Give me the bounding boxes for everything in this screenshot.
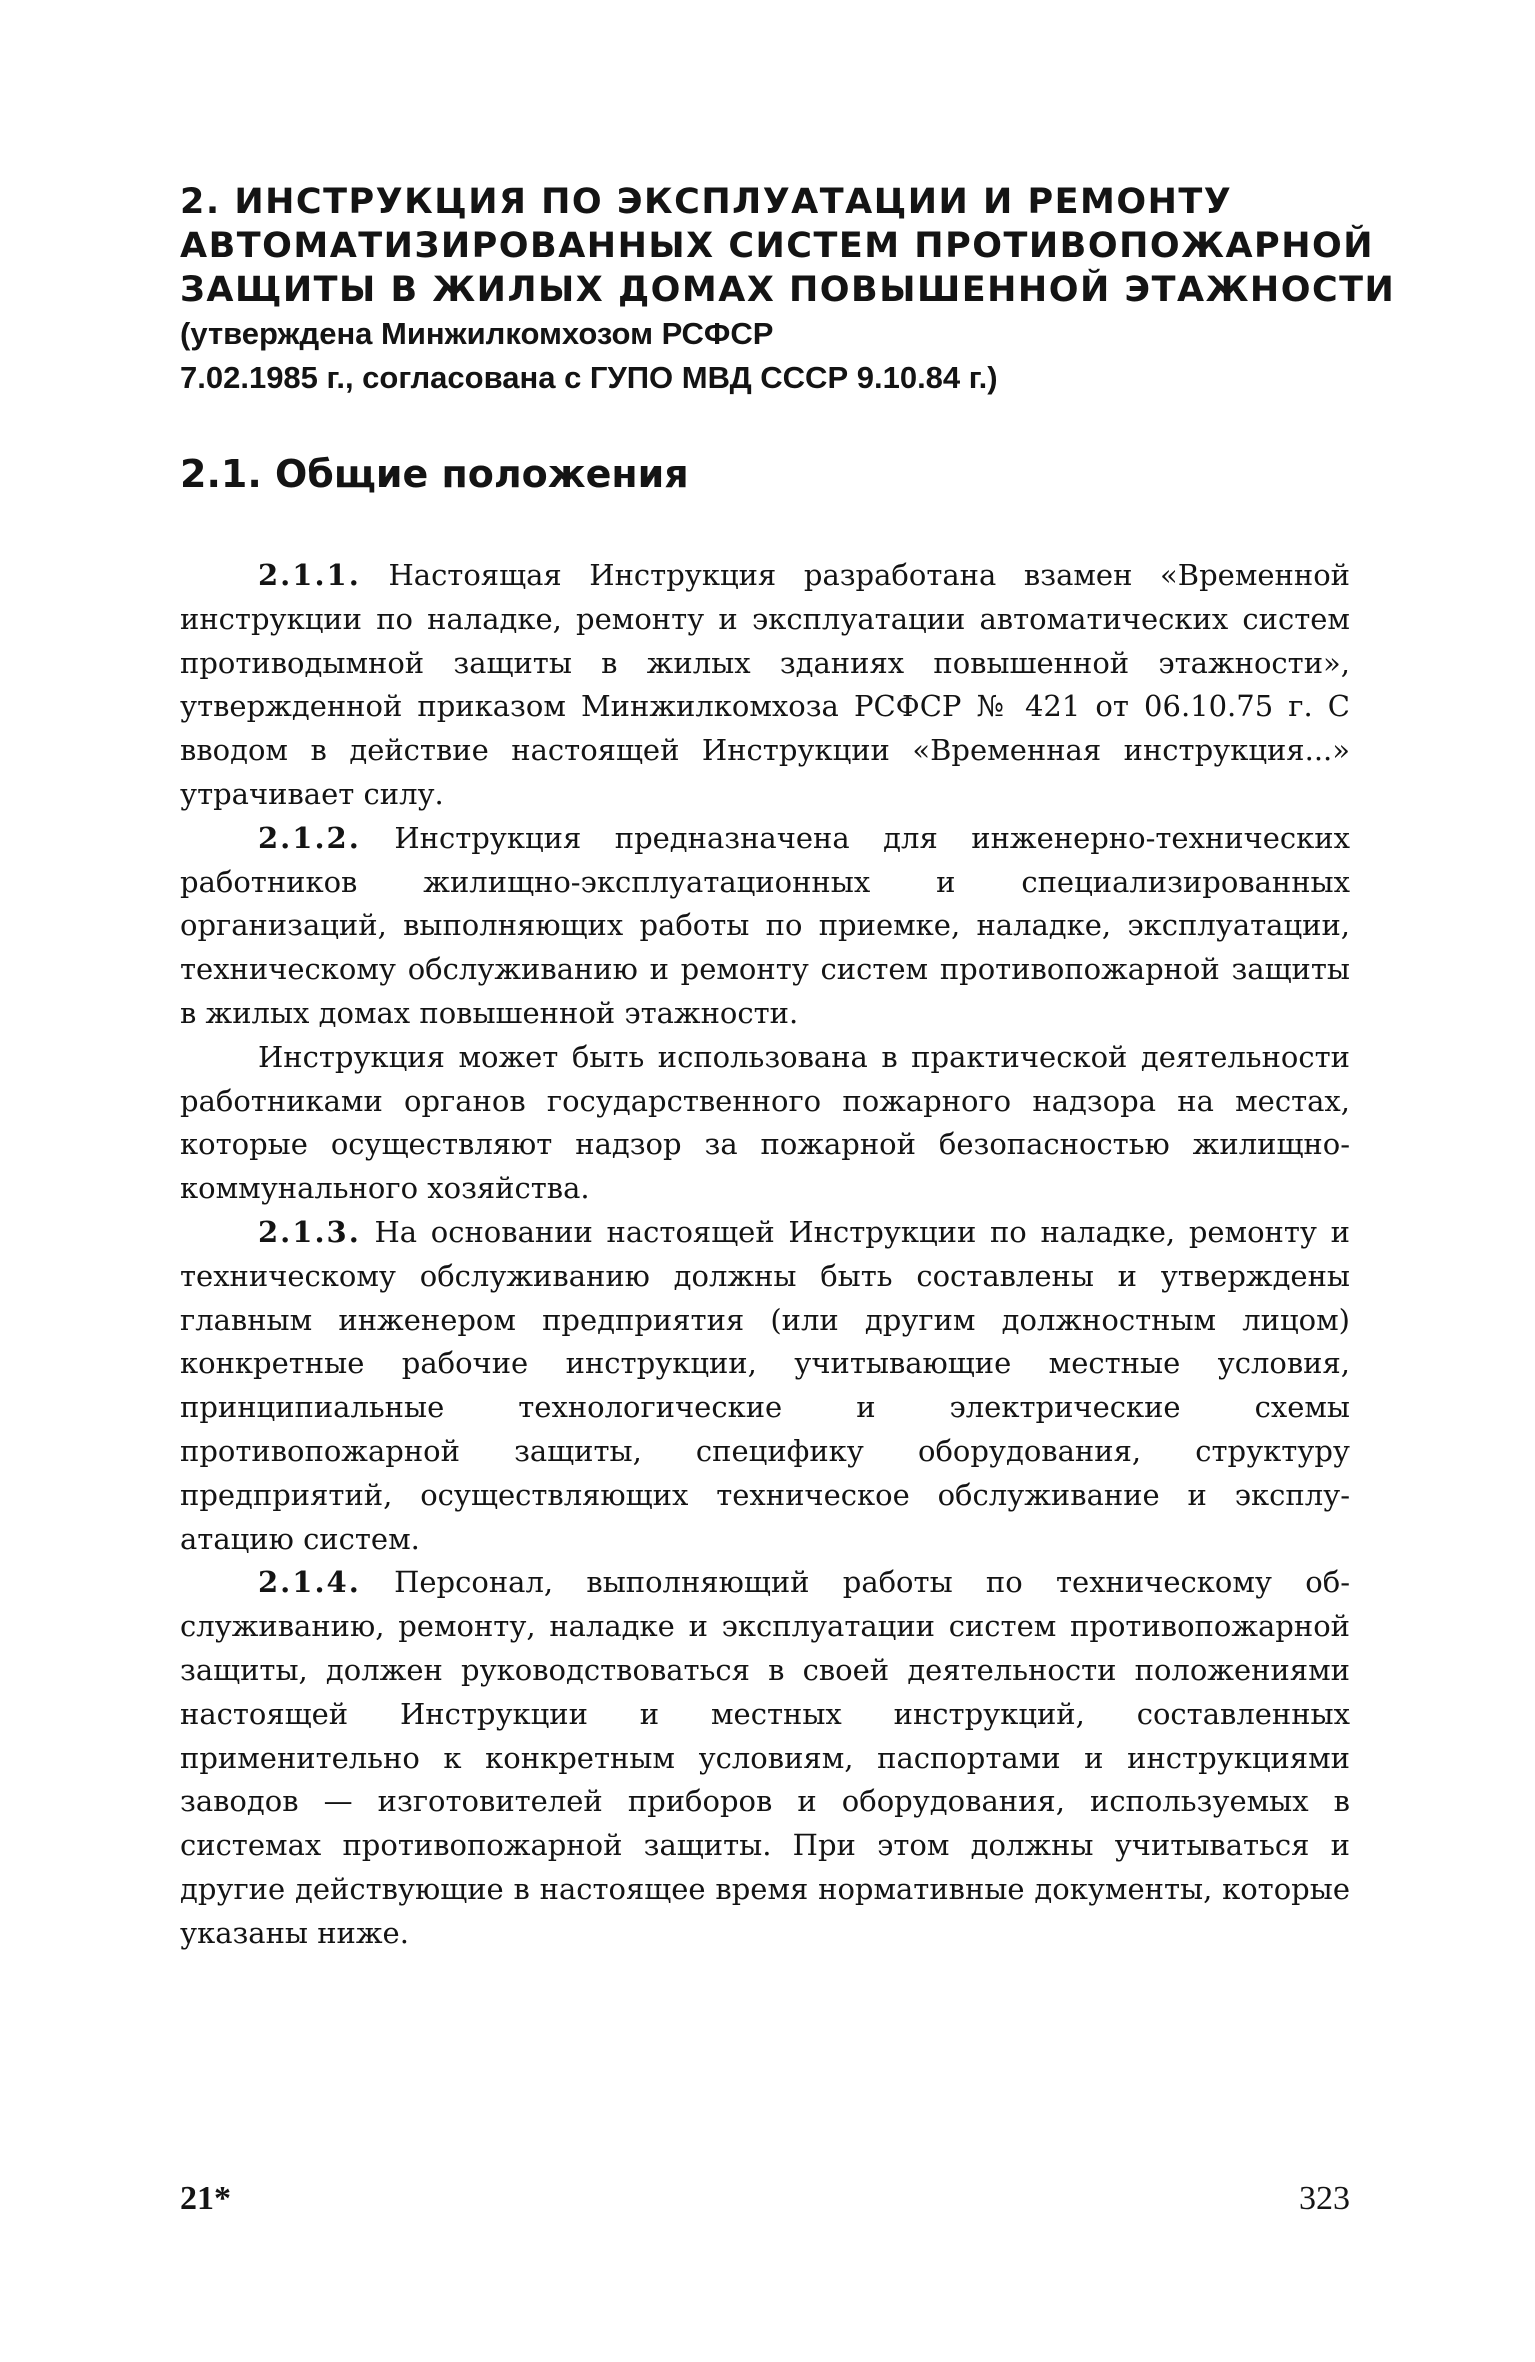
approval-line: (утверждена Минжилкомхозом РСФСР [180, 316, 774, 351]
approval-note [180, 312, 1350, 400]
paragraph-number: 2.1.2. [258, 820, 361, 855]
title-line: ЗАЩИТЫ В ЖИЛЫХ ДОМАХ ПОВЫШЕННОЙ ЭТАЖНОСТИ [180, 270, 1396, 310]
paragraph-2-1-3 [180, 1211, 1350, 1561]
title-line: АВТОМАТИЗИРОВАННЫХ СИСТЕМ ПРОТИВОПОЖАРНОЙ [180, 226, 1375, 266]
paragraph-2-1-1 [180, 554, 1350, 817]
paragraph-text: На основании настоящей Инструкции по наладке, ремонту и техническому обслуживанию должны быть составлены и утверждены главным инженером предприятия (или другим должностным лицом) конкретные рабочие инструкции, учитывающие местные условия, принципиальные технологические и электрические схемы противопожарной защиты, специфику оборудования, структуру предприятий, осуществляющих техническое обслуживание и эксплуатацию систем. [180, 1214, 1350, 1556]
title-line: 2. ИНСТРУКЦИЯ ПО ЭКСПЛУАТАЦИИ И РЕМОНТУ [180, 182, 1233, 222]
section-heading: 2.1. Общие положения [180, 452, 689, 496]
paragraph-text: Персонал, выполняющий работы по техническому обслуживанию, ремонту, наладке и эксплуатации систем противопожарной защиты, должен руководствоваться в своей деятельности положениями настоящей Инструкции и местных инструкций, составленных применительно к конкретным условиям, паспортами и инструкциями заводов — изготовителей приборов и оборудования, используемых в системах противопожарной защиты. При этом должны учитываться и другие действующие в настоящее время нормативные документы, которые указаны ниже. [180, 1565, 1350, 1950]
paragraph-number: 2.1.4. [258, 1565, 361, 1600]
paragraph-text: Инструкция предназначена для инженерно-технических работников жилищно-эксплуатационных и специализированных организаций, выполняющих работы по приемке, наладке, эксплуатации, техническому обслуживанию и ремонту систем противопожарной защиты в жилых домах повышенной этажности. [180, 820, 1350, 1030]
signature-mark: 21* [180, 2180, 231, 2217]
paragraph-text: Инструкция может быть использована в практической деятельности работниками органов государственного пожарного надзора на местах, которые осуществляют надзор за пожарной безопасностью жилищно-коммунального хозяйства. [180, 1039, 1350, 1206]
document-page [180, 180, 1396, 1956]
approval-line: 7.02.1985 г., согласована с ГУПО МВД СССР 9.10.84 г.) [180, 360, 998, 395]
paragraph-2-1-4 [180, 1561, 1350, 1955]
document-title [180, 180, 1396, 312]
page-footer [180, 2180, 1350, 2230]
paragraph-2-1-2 [180, 817, 1350, 1036]
page-number: 323 [1299, 2180, 1350, 2217]
paragraph-usage [180, 1036, 1350, 1211]
paragraph-number: 2.1.1. [258, 558, 361, 592]
paragraph-number: 2.1.3. [258, 1214, 361, 1249]
paragraph-text: Настоящая Инструкция разработана взамен «Временной инструкции по наладке, ремонту и эксплуатации автоматических систем противодымной защиты в жилых зданиях повышенной этажности», утвержденной приказом Минжилкомхоза РСФСР № 421 от 06.10.75 г. С вводом в действие настоящей Инструкции «Временная инструкция...» утрачивает силу. [180, 558, 1350, 811]
